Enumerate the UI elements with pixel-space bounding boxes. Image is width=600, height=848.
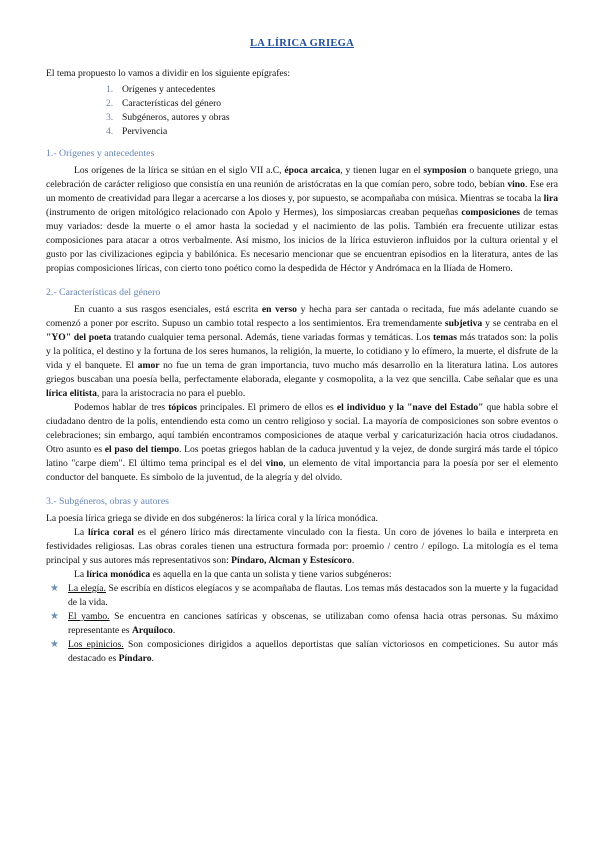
outline-item: 2. Características del género (106, 98, 222, 109)
origins-paragraph: Los orígenes de la lírica se sitúan en el siglo VII a.C, época arcaica, y tienen lugar en el symposion o banquete griego, una celebración de carácter religioso que consistía en una reunión de aristócratas en la que comían pero, sobre todo, bebían vino. Ese era un momento de creatividad para llegar a acercarse a los dioses y, por supuesto, se acompañaba con música. Mientras se tocaba la lira (instrumento de origen mitológico relacionado con Apolo y Hermes), los simposiarcas creaban pequeñas composiciones de temas muy variados: desde la muerte o el amor hasta la sociedad y el nacimiento de las polis. También era frecuente utilizar estas composiciones para atacar a otros verbalmente. Así mismo, los inicios de la lírica estuvieron influidos por la cultura oriental y el gusto por las civilizaciones egipcia y babilónica. Es necesario mencionar que se encuentran episodios en la literatura, antes de las propias composiciones líricas, con cierto tono poético como la despedida de Héctor y Andrómaca en la Ilíada de Homero. (46, 165, 558, 274)
section-heading-origins: 1.- Orígenes y antecedentes (46, 148, 155, 159)
outline-item: 4. Pervivencia (106, 126, 168, 137)
monodic-lyric-paragraph: La lírica monódica es aquella en la que canta un solista y tiene varios subgéneros: (74, 569, 392, 580)
list-item: ★ Los epinicios. Son composiciones dirigidos a aquellos deportistas que salían victoriosos en competiciones. Su autor más destacado es Píndaro. (50, 639, 559, 664)
subgenres-intro: La poesía lírica griega se divide en dos subgéneros: la lírica coral y la lírica monódica. (46, 513, 378, 524)
section-heading-characteristics: 2.- Características del género (46, 287, 161, 298)
document-title: LA LÍRICA GRIEGA (250, 38, 354, 49)
outline-list (46, 83, 558, 139)
star-bullet-icon: ★ (50, 583, 59, 594)
characteristics-paragraph: En cuanto a sus rasgos esenciales, está escrita en verso y hecha para ser cantada o recitada, fue más adelante cuando se comenzó a poner por escrito. Supuso un cambio total respecto a los sentimientos. Era tremendamente subjetiva y se centraba en el "YO" del poeta tratando cualquier tema personal. Además, tiene variadas formas y temáticas. Los temas más tratados son: la polis y la política, el destino y la fortuna de los seres humanos, la religión, la muerte, lo cotidiano y lo efímero, la muerte, el disfrute de la vida y el banquete. El amor no fue un tema de gran importancia, tuvo mucho más desarrollo en la literatura latina. Los autores griegos buscaban una poesía bella, perfectamente elaborada, elegante y cosmopolita, a la vez que sencilla. Cabe señalar que es una lírica elitista, para la aristocracia no para el pueblo. (46, 304, 559, 399)
star-bullet-icon: ★ (50, 611, 59, 622)
topics-paragraph: Podemos hablar de tres tópicos principales. El primero de ellos es el individuo y la "nave del Estado" que habla sobre el ciudadano dentro de la polis, entendiendo esta como un centro religioso y social. La mayoría de composiciones son sobre eventos o celebraciones; sin embargo, aquí también encontramos composiciones de ataque verbal y caricaturización hacia otros ciudadanos. Otro asunto es el paso del tiempo. Los poetas griegos hablan de la caduca juventud y la vejez, de donde surgirá más tarde el tópico latino "carpe diem". El último tema principal es el del vino, un elemento de vital importancia para la poesía por ser el elemento conductor del banquete. Es símbolo de la juventud, de la alegría y del olvido. (46, 402, 558, 483)
list-item: ★ La elegía. Se escribía en dísticos elegíacos y se acompañaba de flautas. Los temas más destacados son la muerte y la fugacidad de la vida. (50, 583, 558, 608)
intro-text: El tema propuesto lo vamos a dividir en los siguiente epígrafes: (46, 68, 291, 79)
monodic-subgenres-list (46, 582, 558, 666)
star-bullet-icon: ★ (50, 639, 59, 650)
list-item: ★ El yambo. Se encuentra en canciones satíricas y obscenas, se utilizaban como ofensa hacia otras personas. Su máximo representante es Arquíloco. (50, 611, 558, 636)
outline-item: 3. Subgéneros, autores y obras (106, 112, 230, 123)
choral-lyric-paragraph: La lírica coral es el género lírico más directamente vinculado con la fiesta. Un coro de jóvenes lo baila e interpreta en festividades religiosas. Las obras corales tienen una estructura formada por: proemio / centro / epílogo. La mitología es el tema principal y sus autores más representativos son: Píndaro, Alcman y Estesícoro. (46, 527, 558, 566)
outline-item: 1. Orígenes y antecedentes (106, 84, 216, 95)
section-heading-subgenres: 3.- Subgéneros, obras y autores (46, 496, 169, 507)
